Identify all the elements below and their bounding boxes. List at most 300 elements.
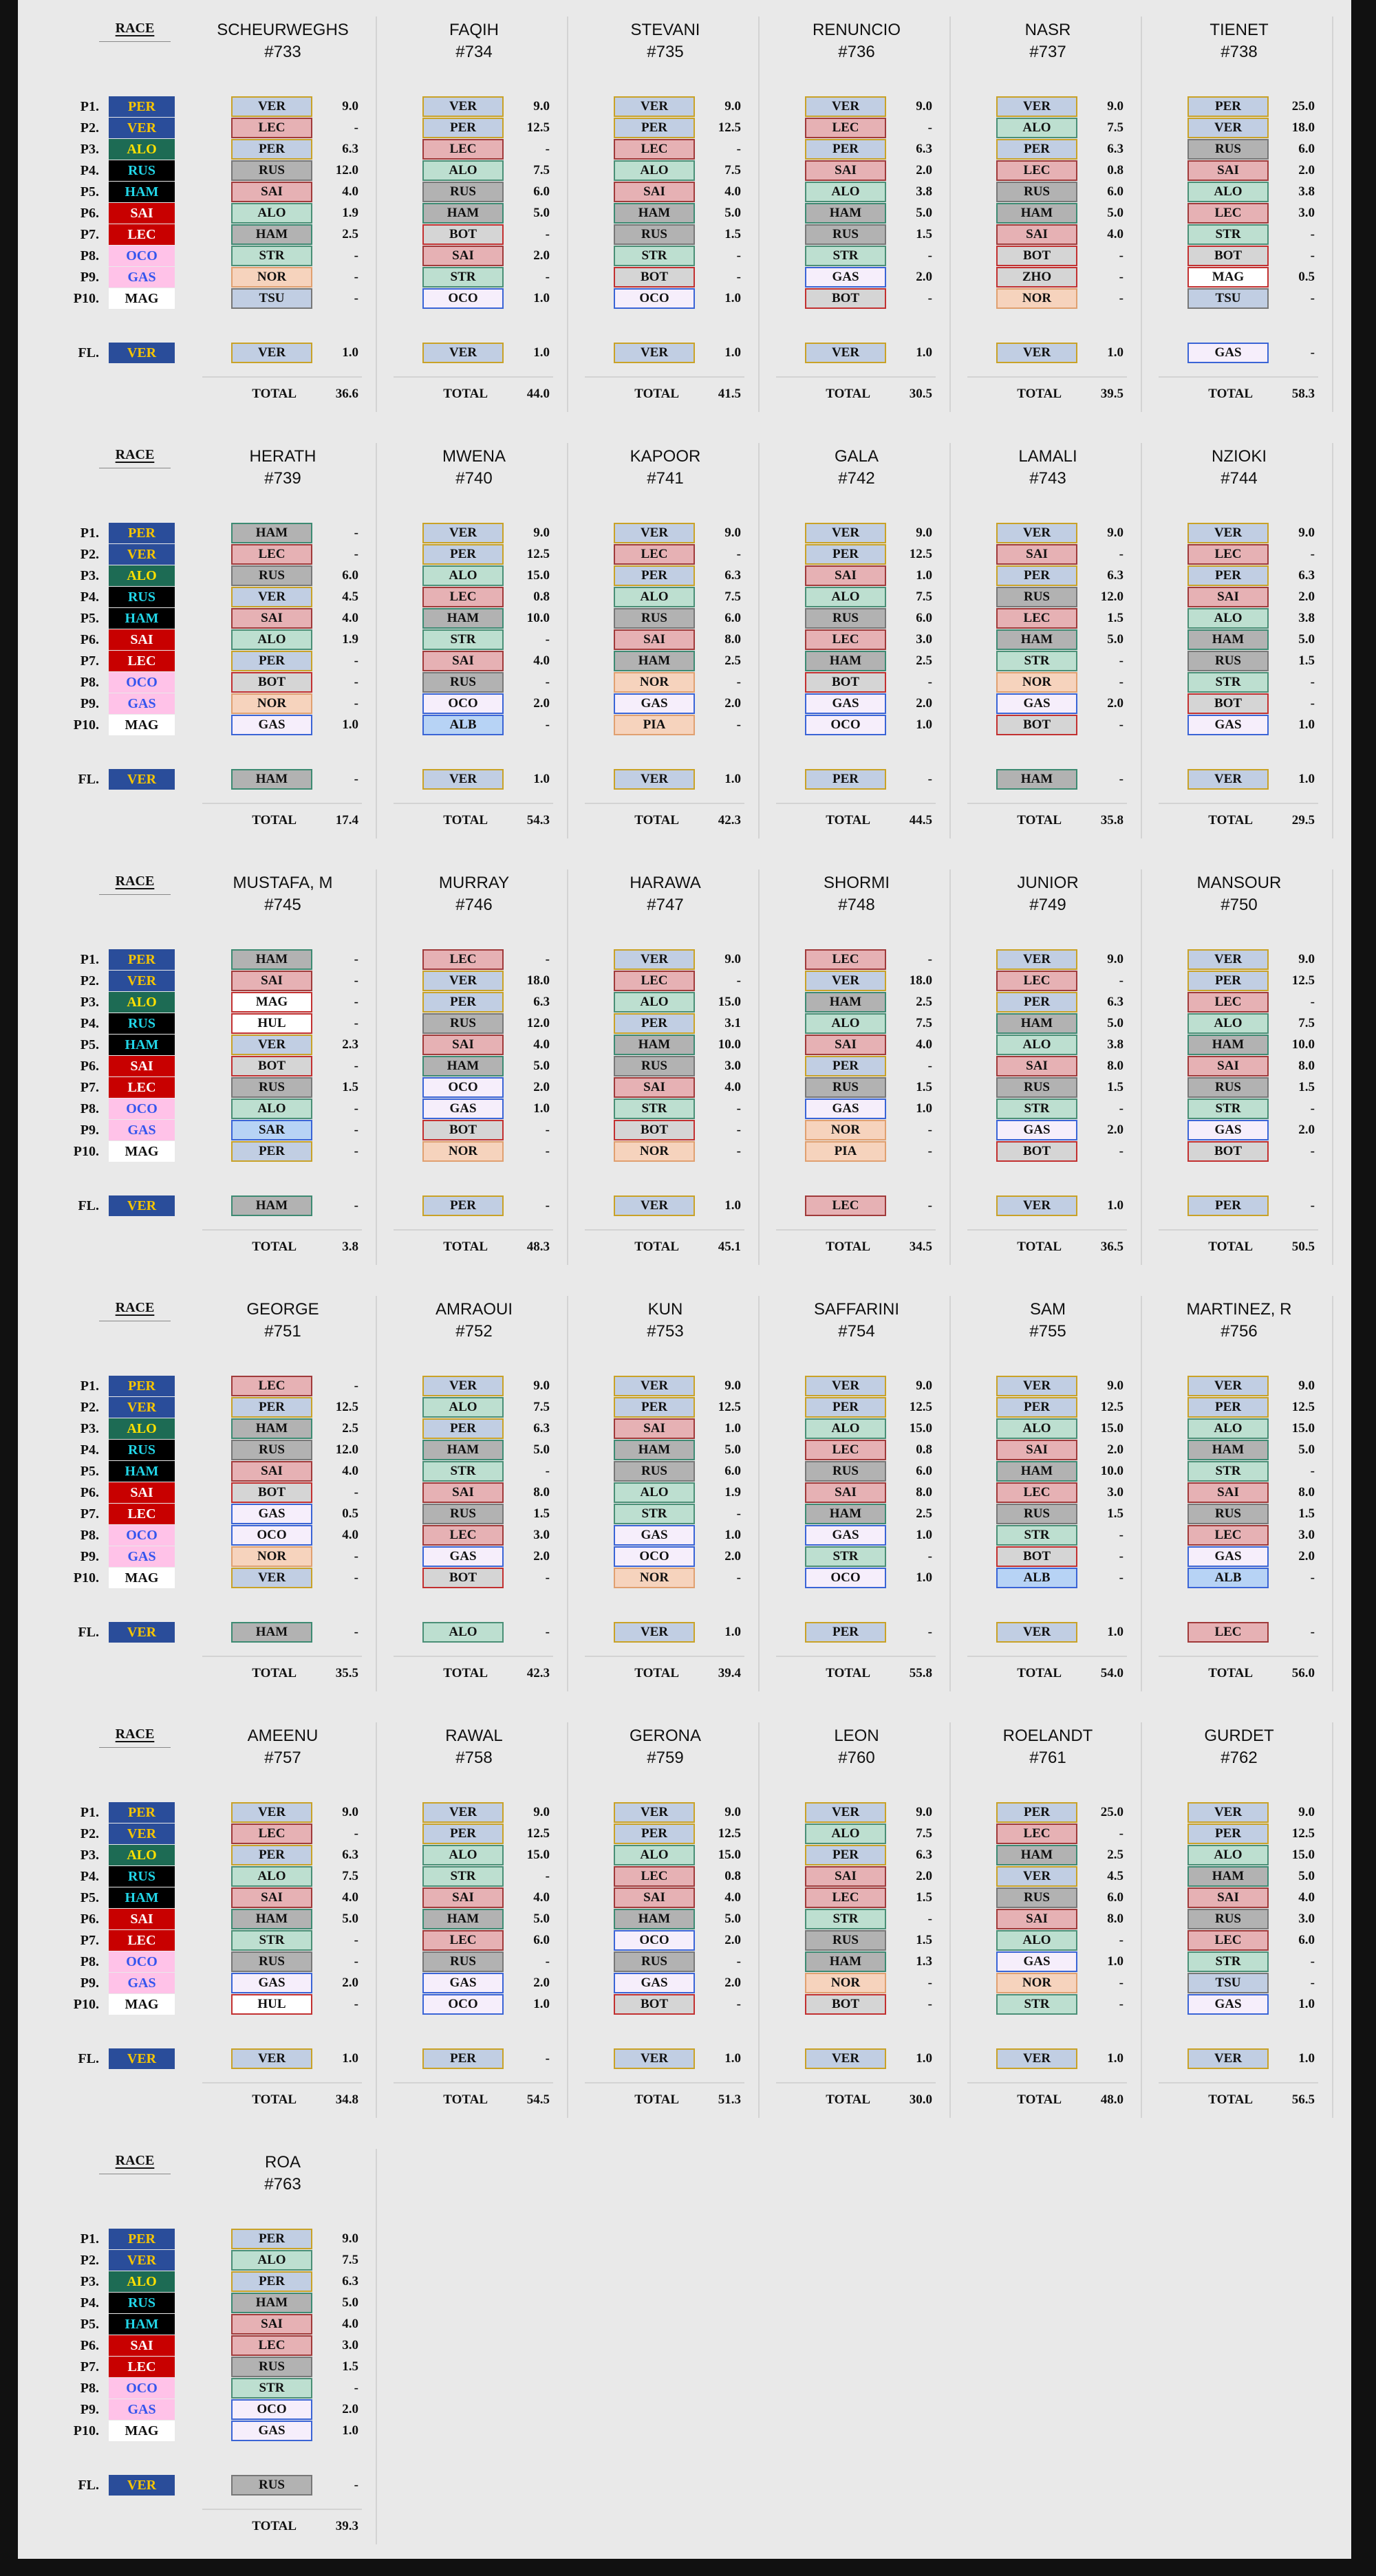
pick-points: 6.0 — [724, 1464, 741, 1478]
pick-points: 6.3 — [1107, 568, 1124, 583]
pick-points: 2.5 — [916, 653, 932, 668]
race-result-lec: LEC — [109, 2357, 175, 2377]
race-result-mag: MAG — [109, 2421, 175, 2441]
pick-points: 25.0 — [1100, 1805, 1124, 1819]
pick-points: 0.8 — [1107, 163, 1124, 177]
entrant-id: #761 — [1029, 1749, 1066, 1767]
total-label: TOTAL — [826, 1666, 870, 1680]
race-result-gas: GAS — [109, 1120, 175, 1140]
pick-points: 5.0 — [342, 1912, 358, 1926]
pick-pia: PIA — [614, 715, 695, 735]
pick-points: - — [545, 142, 550, 156]
pick-sai: SAI — [805, 565, 886, 586]
pick-ham: HAM — [422, 1909, 504, 1929]
pick-points: 1.0 — [342, 717, 358, 732]
pick-points: 0.8 — [533, 589, 550, 604]
total-rule — [202, 2509, 362, 2510]
pick-points: 3.0 — [724, 1059, 741, 1073]
pick-points: - — [354, 1933, 358, 1947]
fastest-lap-points: 1.0 — [1107, 345, 1124, 360]
pick-points: 1.5 — [533, 1506, 550, 1521]
pick-alo: ALO — [996, 1035, 1077, 1055]
pick-rus: RUS — [805, 1930, 886, 1951]
pick-points: 18.0 — [909, 973, 932, 988]
fastest-lap-points: - — [545, 2051, 550, 2066]
pick-gas: GAS — [422, 1098, 504, 1119]
pick-points: 1.5 — [1107, 1080, 1124, 1094]
pick-points: 3.0 — [1298, 1912, 1315, 1926]
pick-points: - — [1310, 248, 1315, 263]
pick-points: 1.9 — [342, 632, 358, 647]
entrant-name: HERATH — [249, 447, 316, 466]
total-value: 34.5 — [909, 1240, 932, 1254]
fastest-lap-pick: PER — [805, 769, 886, 790]
fastest-lap-pick: VER — [614, 1622, 695, 1643]
position-label: P10. — [73, 2423, 99, 2438]
race-result-mag: MAG — [109, 715, 175, 735]
pick-ham: HAM — [996, 1013, 1077, 1034]
pick-bot: BOT — [805, 672, 886, 693]
pick-per: PER — [996, 1802, 1077, 1823]
pick-points: 4.0 — [342, 1464, 358, 1478]
entrant-id: #757 — [264, 1749, 301, 1767]
race-result-oco: OCO — [109, 1525, 175, 1546]
position-label: P8. — [80, 1101, 99, 1116]
entrant-name: NASR — [1024, 21, 1071, 39]
pick-pia: PIA — [805, 1141, 886, 1162]
pick-ham: HAM — [996, 629, 1077, 650]
pick-alo: ALO — [231, 203, 312, 224]
pick-lec: LEC — [1187, 1930, 1269, 1951]
position-label: P6. — [80, 2338, 99, 2353]
total-rule — [776, 1229, 936, 1231]
race-result-sai: SAI — [109, 2335, 175, 2356]
pick-points: 6.3 — [533, 1421, 550, 1436]
pick-tsu: TSU — [1187, 1973, 1269, 1993]
entrant-name: AMEENU — [247, 1727, 319, 1745]
pick-points: 5.0 — [1107, 1016, 1124, 1030]
total-label: TOTAL — [1017, 1666, 1062, 1680]
pick-rus: RUS — [614, 1461, 695, 1482]
pick-oco: OCO — [231, 2399, 312, 2420]
pick-points: 12.5 — [718, 1400, 741, 1414]
total-label: TOTAL — [634, 387, 679, 401]
entrant-id: #756 — [1221, 1322, 1258, 1341]
race-result-rus: RUS — [109, 2293, 175, 2313]
entrant-name: HARAWA — [630, 874, 701, 892]
position-label: P8. — [80, 1954, 99, 1969]
pick-points: 18.0 — [1291, 120, 1315, 135]
position-label: P6. — [80, 1485, 99, 1500]
pick-str: STR — [805, 246, 886, 266]
pick-points: 2.0 — [533, 696, 550, 711]
race-fastest-lap: VER — [109, 769, 175, 790]
fastest-lap-pick: VER — [422, 769, 504, 790]
pick-points: 12.0 — [335, 1442, 358, 1457]
pick-points: 2.5 — [342, 227, 358, 241]
pick-points: - — [736, 717, 741, 732]
position-label: P10. — [73, 1997, 99, 2012]
pick-points: - — [1310, 675, 1315, 689]
fastest-lap-label: FL. — [78, 2478, 99, 2493]
pick-gas: GAS — [231, 1973, 312, 1993]
pick-ver: VER — [231, 1802, 312, 1823]
pick-points: - — [736, 1123, 741, 1137]
pick-sai: SAI — [614, 1418, 695, 1439]
race-result-per: PER — [109, 1376, 175, 1396]
pick-per: PER — [231, 1397, 312, 1418]
pick-points: 4.0 — [533, 653, 550, 668]
fastest-lap-points: - — [545, 1198, 550, 1213]
pick-oco: OCO — [614, 1930, 695, 1951]
pick-bot: BOT — [805, 1994, 886, 2015]
pick-gas: GAS — [805, 1525, 886, 1546]
fastest-lap-pick: VER — [805, 2048, 886, 2069]
race-result-ver: VER — [109, 2250, 175, 2271]
pick-points: 15.0 — [1100, 1421, 1124, 1436]
pick-points: 1.0 — [916, 1528, 932, 1542]
pick-per: PER — [805, 544, 886, 565]
pick-points: 1.9 — [342, 206, 358, 220]
race-result-ham: HAM — [109, 1887, 175, 1908]
pick-points: 6.3 — [342, 142, 358, 156]
pick-sai: SAI — [422, 1887, 504, 1908]
pick-ham: HAM — [1187, 1866, 1269, 1887]
pick-sai: SAI — [231, 1887, 312, 1908]
total-value: 56.5 — [1291, 2092, 1315, 2107]
pick-points: 12.5 — [526, 547, 550, 561]
position-label: P1. — [80, 952, 99, 967]
column-divider — [1141, 443, 1142, 838]
race-result-ver: VER — [109, 1823, 175, 1844]
entrant-id: #733 — [264, 43, 301, 61]
pick-rus: RUS — [1187, 139, 1269, 160]
pick-ver: VER — [996, 96, 1077, 117]
pick-points: 3.8 — [1298, 184, 1315, 199]
pick-bot: BOT — [996, 1546, 1077, 1567]
pick-per: PER — [805, 1845, 886, 1865]
pick-tsu: TSU — [1187, 288, 1269, 309]
pick-rus: RUS — [614, 224, 695, 245]
position-label: P7. — [80, 1080, 99, 1095]
position-label: P2. — [80, 2253, 99, 2268]
fastest-lap-points: 1.0 — [724, 1625, 741, 1639]
pick-lec: LEC — [1187, 203, 1269, 224]
pick-per: PER — [996, 992, 1077, 1013]
pick-points: 6.3 — [342, 1848, 358, 1862]
position-label: P2. — [80, 1400, 99, 1415]
total-rule — [394, 1229, 553, 1231]
fastest-lap-pick: HAM — [231, 1195, 312, 1216]
pick-ver: VER — [996, 1376, 1077, 1396]
pick-rus: RUS — [231, 2357, 312, 2377]
pick-bot: BOT — [614, 267, 695, 288]
pick-per: PER — [805, 1397, 886, 1418]
pick-points: 9.0 — [724, 1805, 741, 1819]
total-rule — [776, 1656, 936, 1657]
race-result-ver: VER — [109, 118, 175, 138]
entrant-id: #742 — [838, 469, 875, 488]
pick-ham: HAM — [805, 203, 886, 224]
total-rule — [776, 803, 936, 804]
pick-points: - — [354, 1826, 358, 1841]
position-label: P2. — [80, 1826, 99, 1841]
position-label: P2. — [80, 120, 99, 136]
pick-points: 2.0 — [1107, 1123, 1124, 1137]
column-divider — [567, 17, 568, 412]
race-result-ham: HAM — [109, 1461, 175, 1482]
pick-ham: HAM — [614, 1909, 695, 1929]
fastest-lap-points: 1.0 — [916, 2051, 932, 2066]
pick-points: - — [545, 1464, 550, 1478]
position-label: P10. — [73, 291, 99, 306]
fastest-lap-points: 1.0 — [724, 772, 741, 786]
pick-points: - — [545, 227, 550, 241]
position-label: P3. — [80, 1848, 99, 1863]
pick-sai: SAI — [1187, 587, 1269, 607]
pick-points: 2.0 — [1107, 696, 1124, 711]
pick-points: 4.0 — [1107, 227, 1124, 241]
fastest-lap-label: FL. — [78, 345, 99, 360]
race-result-gas: GAS — [109, 2399, 175, 2420]
pick-ham: HAM — [231, 224, 312, 245]
pick-points: - — [545, 952, 550, 966]
race-result-lec: LEC — [109, 1930, 175, 1951]
pick-alo: ALO — [1187, 1418, 1269, 1439]
pick-points: - — [736, 1570, 741, 1585]
entrant-id: #739 — [264, 469, 301, 488]
pick-str: STR — [422, 629, 504, 650]
race-result-sai: SAI — [109, 1056, 175, 1076]
pick-nor: NOR — [231, 267, 312, 288]
fastest-lap-points: 1.0 — [916, 345, 932, 360]
pick-points: 6.0 — [724, 611, 741, 625]
fastest-lap-points: 1.0 — [724, 345, 741, 360]
pick-ver: VER — [614, 1802, 695, 1823]
pick-nor: NOR — [805, 1120, 886, 1140]
pick-sai: SAI — [1187, 1482, 1269, 1503]
pick-sai: SAI — [996, 1440, 1077, 1460]
entrant-id: #743 — [1029, 469, 1066, 488]
pick-points: 1.5 — [916, 1080, 932, 1094]
pick-points: - — [736, 1101, 741, 1116]
pick-points: 9.0 — [724, 1378, 741, 1393]
pick-points: 5.0 — [724, 1912, 741, 1926]
pick-ver: VER — [996, 949, 1077, 970]
pick-rus: RUS — [805, 1077, 886, 1098]
pick-points: 3.0 — [342, 2338, 358, 2352]
race-result-per: PER — [109, 523, 175, 543]
fastest-lap-points: - — [927, 1625, 932, 1639]
pick-gas: GAS — [996, 1951, 1077, 1972]
race-result-lec: LEC — [109, 651, 175, 671]
pick-bot: BOT — [805, 288, 886, 309]
total-value: 36.6 — [335, 387, 358, 401]
fastest-lap-points: 1.0 — [342, 2051, 358, 2066]
pick-points: - — [736, 142, 741, 156]
pick-points: - — [354, 1144, 358, 1158]
pick-points: 1.5 — [1107, 611, 1124, 625]
total-rule — [585, 1656, 744, 1657]
pick-points: - — [1119, 291, 1124, 305]
pick-points: - — [545, 1954, 550, 1969]
entrant-name: MARTINEZ, R — [1186, 1300, 1292, 1319]
pick-ver: VER — [422, 96, 504, 117]
position-label: P6. — [80, 632, 99, 647]
pick-str: STR — [231, 1930, 312, 1951]
position-label: P7. — [80, 1506, 99, 1522]
pick-lec: LEC — [231, 1376, 312, 1396]
pick-points: 6.0 — [1107, 184, 1124, 199]
pick-sai: SAI — [614, 1887, 695, 1908]
fastest-lap-points: - — [1119, 772, 1124, 786]
fastest-lap-pick: LEC — [1187, 1622, 1269, 1643]
position-label: P5. — [80, 1890, 99, 1905]
pick-lec: LEC — [422, 139, 504, 160]
pick-points: 9.0 — [1107, 99, 1124, 113]
column-divider — [376, 17, 377, 412]
entrant-id: #737 — [1029, 43, 1066, 61]
total-label: TOTAL — [252, 2092, 297, 2107]
pick-points: - — [1119, 717, 1124, 732]
pick-points: 2.5 — [724, 653, 741, 668]
pick-points: 4.5 — [1107, 1869, 1124, 1883]
pick-points: 12.5 — [909, 1400, 932, 1414]
pick-bot: BOT — [996, 715, 1077, 735]
pick-points: 6.3 — [1107, 995, 1124, 1009]
pick-points: 1.0 — [1107, 1954, 1124, 1969]
total-value: 55.8 — [909, 1666, 932, 1680]
pick-lec: LEC — [422, 949, 504, 970]
pick-points: - — [354, 696, 358, 711]
pick-lec: LEC — [1187, 1525, 1269, 1546]
pick-points: 6.3 — [1107, 142, 1124, 156]
entrant-name: TIENET — [1210, 21, 1269, 39]
position-label: P5. — [80, 1037, 99, 1052]
pick-points: - — [927, 291, 932, 305]
pick-per: PER — [231, 2229, 312, 2249]
race-result-rus: RUS — [109, 1866, 175, 1887]
pick-points: - — [1310, 227, 1315, 241]
pick-str: STR — [1187, 1098, 1269, 1119]
pick-nor: NOR — [231, 693, 312, 714]
race-result-ham: HAM — [109, 182, 175, 202]
total-label: TOTAL — [826, 387, 870, 401]
position-label: P9. — [80, 696, 99, 711]
pick-ham: HAM — [614, 651, 695, 671]
pick-rus: RUS — [1187, 1504, 1269, 1524]
pick-points: 6.0 — [533, 184, 550, 199]
pick-per: PER — [422, 992, 504, 1013]
pick-ver: VER — [1187, 118, 1269, 138]
pick-ver: VER — [422, 523, 504, 543]
pick-alo: ALO — [422, 565, 504, 586]
entrant-id: #738 — [1221, 43, 1258, 61]
fastest-lap-pick: ALO — [422, 1622, 504, 1643]
pick-points: 1.0 — [916, 568, 932, 583]
pick-points: 5.0 — [533, 1442, 550, 1457]
total-label: TOTAL — [252, 813, 297, 827]
pick-ham: HAM — [422, 608, 504, 629]
pick-points: 1.0 — [533, 1997, 550, 2011]
column-divider — [567, 1296, 568, 1691]
position-label: P5. — [80, 2317, 99, 2332]
race-result-alo: ALO — [109, 1845, 175, 1865]
pick-points: - — [545, 1144, 550, 1158]
pick-sai: SAI — [1187, 160, 1269, 181]
pick-gas: GAS — [1187, 1120, 1269, 1140]
pick-points: - — [354, 973, 358, 988]
pick-points: - — [1310, 1144, 1315, 1158]
entrant-name: ROELANDT — [1002, 1727, 1093, 1745]
pick-oco: OCO — [614, 288, 695, 309]
pick-points: - — [927, 952, 932, 966]
pick-points: 5.0 — [342, 2295, 358, 2310]
pick-sai: SAI — [805, 1866, 886, 1887]
fastest-lap-pick: VER — [231, 343, 312, 363]
pick-points: 6.3 — [1298, 568, 1315, 583]
pick-points: - — [1119, 675, 1124, 689]
position-label: P1. — [80, 526, 99, 541]
pick-points: 4.5 — [342, 589, 358, 604]
entrant-name: MANSOUR — [1196, 874, 1282, 892]
pick-lec: LEC — [614, 544, 695, 565]
fastest-lap-pick: VER — [1187, 2048, 1269, 2069]
total-label: TOTAL — [826, 813, 870, 827]
fastest-lap-points: 1.0 — [1107, 2051, 1124, 2066]
total-label: TOTAL — [826, 1240, 870, 1254]
race-result-alo: ALO — [109, 565, 175, 586]
total-value: 41.5 — [718, 387, 741, 401]
pick-lec: LEC — [422, 587, 504, 607]
pick-bot: BOT — [996, 1141, 1077, 1162]
total-label: TOTAL — [1208, 813, 1253, 827]
pick-points: 2.5 — [342, 1421, 358, 1436]
pick-points: 6.3 — [916, 142, 932, 156]
pick-per: PER — [614, 1823, 695, 1844]
pick-points: 1.5 — [916, 1890, 932, 1905]
pick-points: 3.1 — [724, 1016, 741, 1030]
fastest-lap-label: FL. — [78, 772, 99, 787]
pick-points: - — [1119, 1826, 1124, 1841]
pick-points: 1.0 — [916, 1101, 932, 1116]
pick-points: - — [354, 1101, 358, 1116]
column-divider — [758, 869, 760, 1265]
pick-points: 5.0 — [1107, 206, 1124, 220]
pick-ver: VER — [614, 1376, 695, 1396]
pick-points: 10.0 — [526, 611, 550, 625]
pick-points: 4.0 — [724, 184, 741, 199]
pick-points: - — [927, 1997, 932, 2011]
pick-alb: ALB — [422, 715, 504, 735]
race-result-rus: RUS — [109, 1440, 175, 1460]
pick-points: - — [354, 291, 358, 305]
pick-points: 1.0 — [724, 291, 741, 305]
total-value: 48.3 — [526, 1240, 550, 1254]
pick-lec: LEC — [996, 608, 1077, 629]
fastest-lap-pick: RUS — [231, 2475, 312, 2496]
pick-rus: RUS — [805, 224, 886, 245]
pick-ham: HAM — [231, 1909, 312, 1929]
pick-points: - — [545, 632, 550, 647]
column-divider — [376, 869, 377, 1265]
pick-ver: VER — [805, 1802, 886, 1823]
pick-points: 10.0 — [718, 1037, 741, 1052]
race-result-rus: RUS — [109, 587, 175, 607]
race-title: RACE — [115, 21, 155, 36]
pick-alo: ALO — [1187, 1845, 1269, 1865]
column-divider — [758, 1722, 760, 2118]
